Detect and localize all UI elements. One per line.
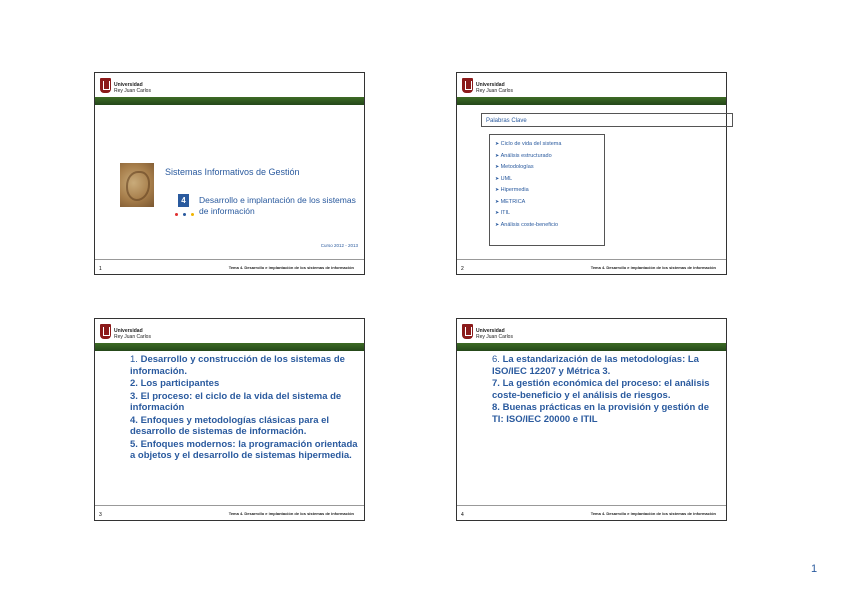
keyword-item: ➤ Análisis estructurado <box>490 151 604 163</box>
crest-icon <box>100 78 111 93</box>
keyword-item: ➤ UML <box>490 174 604 186</box>
course-year: Curso 2012 - 2013 <box>320 243 358 248</box>
page-number: 1 <box>811 563 818 575</box>
slide-header <box>457 73 726 98</box>
slide-footer <box>457 259 726 274</box>
footer-text: Tema 4. Desarrollo e implantación de los sistemas de información <box>590 511 716 516</box>
slide-footer <box>457 505 726 520</box>
slide-header <box>95 319 364 344</box>
logo-line1: Universidad <box>114 328 143 334</box>
contents-item: 6. La estandarización de las metodologías: La ISO/IEC 12207 y Métrica 3. <box>492 354 699 377</box>
contents-list <box>492 354 717 426</box>
crest-icon <box>462 324 473 339</box>
logo-line2: Rey Juan Carlos <box>114 334 151 340</box>
slide-1 <box>94 72 365 275</box>
title-image <box>120 163 154 207</box>
logo-line2: Rey Juan Carlos <box>114 88 151 94</box>
contents-list <box>130 354 360 463</box>
footer-text: Tema 4. Desarrollo e implantación de los sistemas de información <box>228 511 354 516</box>
slide-number: 2 <box>461 266 464 272</box>
keyword-item: ➤ ITIL <box>490 208 604 220</box>
contents-item: 2. Los participantes <box>130 378 220 389</box>
contents-item: 7. La gestión económica del proceso: el análisis coste-beneficio y el análisis de riesgos. <box>492 378 710 401</box>
logo-line2: Rey Juan Carlos <box>476 88 513 94</box>
crest-icon <box>462 78 473 93</box>
module-number-badge: 4 <box>178 194 189 207</box>
slide-footer <box>95 505 364 520</box>
header-bar <box>457 97 726 105</box>
header-bar <box>95 97 364 105</box>
university-logo <box>100 322 150 342</box>
slide-footer <box>95 259 364 274</box>
decorative-dots <box>175 213 195 217</box>
logo-line1: Universidad <box>476 328 505 334</box>
keyword-item: ➤ Ciclo de vida del sistema <box>490 139 604 151</box>
university-logo <box>100 76 150 96</box>
contents-item: 4. Enfoques y metodologías clásicas para el desarrollo de sistemas de información. <box>130 414 330 437</box>
footer-text: Tema 4. Desarrollo e implantación de los sistemas de información <box>590 265 716 270</box>
header-bar <box>95 343 364 351</box>
slide-4 <box>456 318 727 521</box>
slide-number: 3 <box>99 512 102 518</box>
slide-header <box>457 319 726 344</box>
keywords-list <box>489 134 605 246</box>
footer-text: Tema 4. Desarrollo e implantación de los sistemas de información <box>228 265 354 270</box>
keyword-item: ➤ METRICA <box>490 197 604 209</box>
university-logo <box>462 322 512 342</box>
university-logo <box>462 76 512 96</box>
module-subtitle: Desarrollo e implantación de los sistemas de información <box>199 195 356 216</box>
contents-item: 1. Desarrollo y construcción de los sistemas de información. <box>130 354 345 377</box>
slide-number: 1 <box>99 266 102 272</box>
contents-item: 5. Enfoques modernos: la programación orientada a objetos y el desarrollo de sistemas hipermedia. <box>130 438 358 461</box>
logo-line1: Universidad <box>114 82 143 88</box>
keywords-heading: Palabras Clave <box>481 113 733 127</box>
crest-icon <box>100 324 111 339</box>
slide-3 <box>94 318 365 521</box>
keyword-item: ➤ Análisis coste-beneficio <box>490 220 604 232</box>
keyword-item: ➤ Hipermedia <box>490 185 604 197</box>
keyword-item: ➤ Metodologías <box>490 162 604 174</box>
course-title: Sistemas Informativos de Gestión <box>165 167 300 177</box>
slide-2 <box>456 72 727 275</box>
slide-number: 4 <box>461 512 464 518</box>
logo-line2: Rey Juan Carlos <box>476 334 513 340</box>
contents-item: 8. Buenas prácticas en la provisión y gestión de TI: ISO/IEC 20000 e ITIL <box>492 402 710 425</box>
header-bar <box>457 343 726 351</box>
slide-header <box>95 73 364 98</box>
logo-line1: Universidad <box>476 82 505 88</box>
contents-item: 3. El proceso: el ciclo de la vida del sistema de información <box>130 390 342 413</box>
